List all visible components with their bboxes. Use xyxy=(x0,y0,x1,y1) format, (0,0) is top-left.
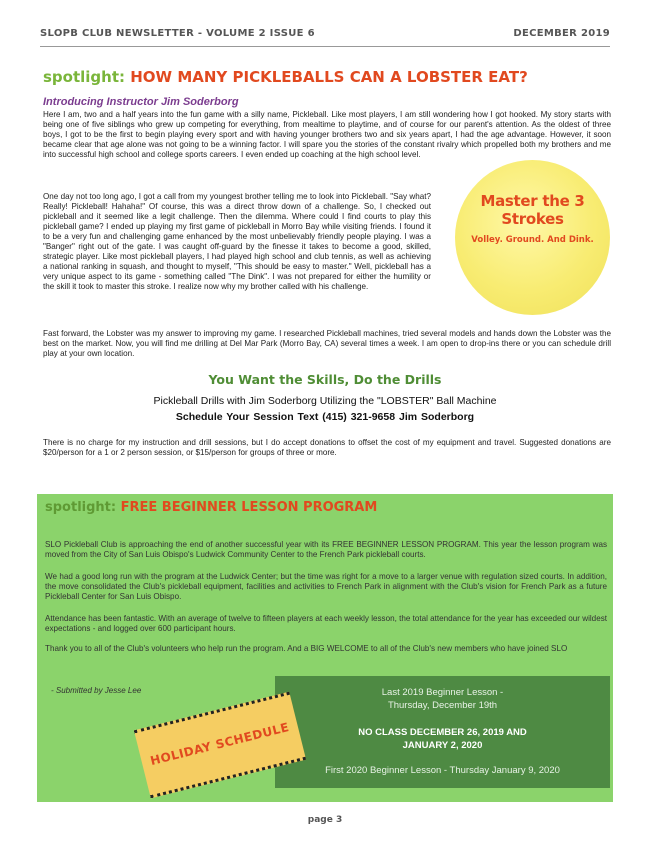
article1-paragraph-2: One day not too long ago, I got a call from my youngest brother telling me to look into Pickleball. "Say what? Really! Pickleball! Hahaha!" Of course, this was a direct throw down of a challenge. So, I checked out pickleball and it seemed like a legit challenge. Then the dilemma. Where could I find courts to play this pickleball game? I ended up playing my first game of pickleball in Morro Bay while visiting friends. I found it to be a very fun and challenging game enhanced by the most unbelievably friendly people playing. I was a "Banger" right out of the gate. I was caught off-guard by the finesse it takes to become a good, skilled, strategic player. Like most pickleball players, I had played high school and club tennis, as well as achieving a national ranking in squash, and thought to myself, "This should be easy to master." Well, pickleball has a very unique aspect to its game - something called "The Dink". I was not prepared for either the humility or the skill it took to master this stroke. I realize now why my brother called with his challenge. xyxy=(43,192,431,291)
schedule-line-1: Last 2019 Beginner Lesson - xyxy=(381,687,504,698)
article1-paragraph-1: Here I am, two and a half years into the fun game with a silly name, Pickleball. Like most players, I am still wondering how I got hooked. My story starts with being one of five siblings who grew up competing for everything, from mealtime to playtime, and of course for our parent's attention. As the oldest of three boys, I got to be the first to begin playing every sport and with having younger brothers two and six years apart, I had the age advantage. However, it soon became clear that age alone was not going to be a winning factor. I will spare you the stories of the constant rivalry which propelled both my brothers and me into successful high school and college sports careers. I even ended up coaching at the high school level. xyxy=(43,110,611,159)
article2-paragraph-1: SLO Pickleball Club is approaching the end of another successful year with its FREE BEGINNER LESSON PROGRAM. This year the lesson program was moved from the City of San Luis Obispo's Ludwick Community Center to the French Park pickleball courts. xyxy=(45,540,607,559)
spotlight-label: spotlight xyxy=(43,68,120,86)
article2-headline xyxy=(45,500,377,515)
article1-headline xyxy=(43,68,528,86)
page-number: page 3 xyxy=(307,815,343,825)
schedule-box xyxy=(275,676,610,788)
issue-date: DECEMBER 2019 xyxy=(513,28,610,39)
drills-contact: Schedule Your Session Text (415) 321-9658 Jim Soderborg xyxy=(175,411,475,423)
ball-title: Master the 3 Strokes xyxy=(480,192,585,228)
schedule-last-lesson xyxy=(275,686,610,712)
article2-paragraph-2: We had a good long run with the program at the Ludwick Center; but the time was right for a move to a larger venue with regulation sized courts. In addition, the move consolidated the Club's pickleball equipment, facilities and activities to French Park in alignment with the Club's vision for French Park as a future Pickleball Center for San Luis Obispo. xyxy=(45,572,607,601)
drills-heading: You Want the Skills, Do the Drills xyxy=(208,372,442,387)
article1-paragraph-4: There is no charge for my instruction and drill sessions, but I do accept donations to offset the cost of my equipment and travel. Suggested donations are $20/person for a 1 or 2 person session, or $15/person for groups of three or more. xyxy=(43,438,611,457)
holiday-schedule-label: HOLIDAY SCHEDULE xyxy=(148,719,291,769)
schedule-no-class xyxy=(275,726,610,752)
schedule-line-3: NO CLASS DECEMBER 26, 2019 AND xyxy=(358,727,527,738)
submitted-by: - Submitted by Jesse Lee xyxy=(51,686,142,695)
drills-description: Pickleball Drills with Jim Soderborg Utilizing the "LOBSTER" Ball Machine xyxy=(153,395,497,407)
article1-subheading: Introducing Instructor Jim Soderborg xyxy=(43,96,239,108)
article2-paragraph-4: Thank you to all of the Club's volunteers who help run the program. And a BIG WELCOME to all of the Club's new members who have joined SLO xyxy=(45,644,568,653)
article1-headline-text: HOW MANY PICKLEBALLS CAN A LOBSTER EAT? xyxy=(130,68,528,86)
article2-headline-text: FREE BEGINNER LESSON PROGRAM xyxy=(120,500,378,515)
spotlight-colon: : xyxy=(110,500,117,515)
spotlight-label: spotlight xyxy=(45,500,111,515)
schedule-line-2: Thursday, December 19th xyxy=(387,700,498,711)
newsletter-title: SLOPB CLUB NEWSLETTER - VOLUME 2 ISSUE 6 xyxy=(40,28,315,39)
spotlight-colon: : xyxy=(119,68,126,86)
schedule-line-4: JANUARY 2, 2020 xyxy=(402,740,483,751)
schedule-line-5: First 2020 Beginner Lesson - Thursday January 9, 2020 xyxy=(325,765,560,776)
pickleball-graphic xyxy=(455,160,610,315)
article1-paragraph-3: Fast forward, the Lobster was my answer to improving my game. I researched Pickleball machines, tried several models and hands down the Lobster was the best on the market. Now, you will find me drilling at Del Mar Park (Morro Bay, CA) several times a week. I am open to drop-ins there or you can schedule drill play at your own location. xyxy=(43,329,611,358)
ball-subtitle: Volley. Ground. And Dink. xyxy=(471,235,594,245)
header-divider xyxy=(40,46,610,47)
beginner-program-panel xyxy=(37,494,613,802)
article2-paragraph-3: Attendance has been fantastic. With an average of twelve to fifteen players at each weekly lesson, the total attendance for the year has exceeded our wildest expectations - and logged over 600 participant hours. xyxy=(45,614,607,633)
page-header xyxy=(40,28,610,44)
